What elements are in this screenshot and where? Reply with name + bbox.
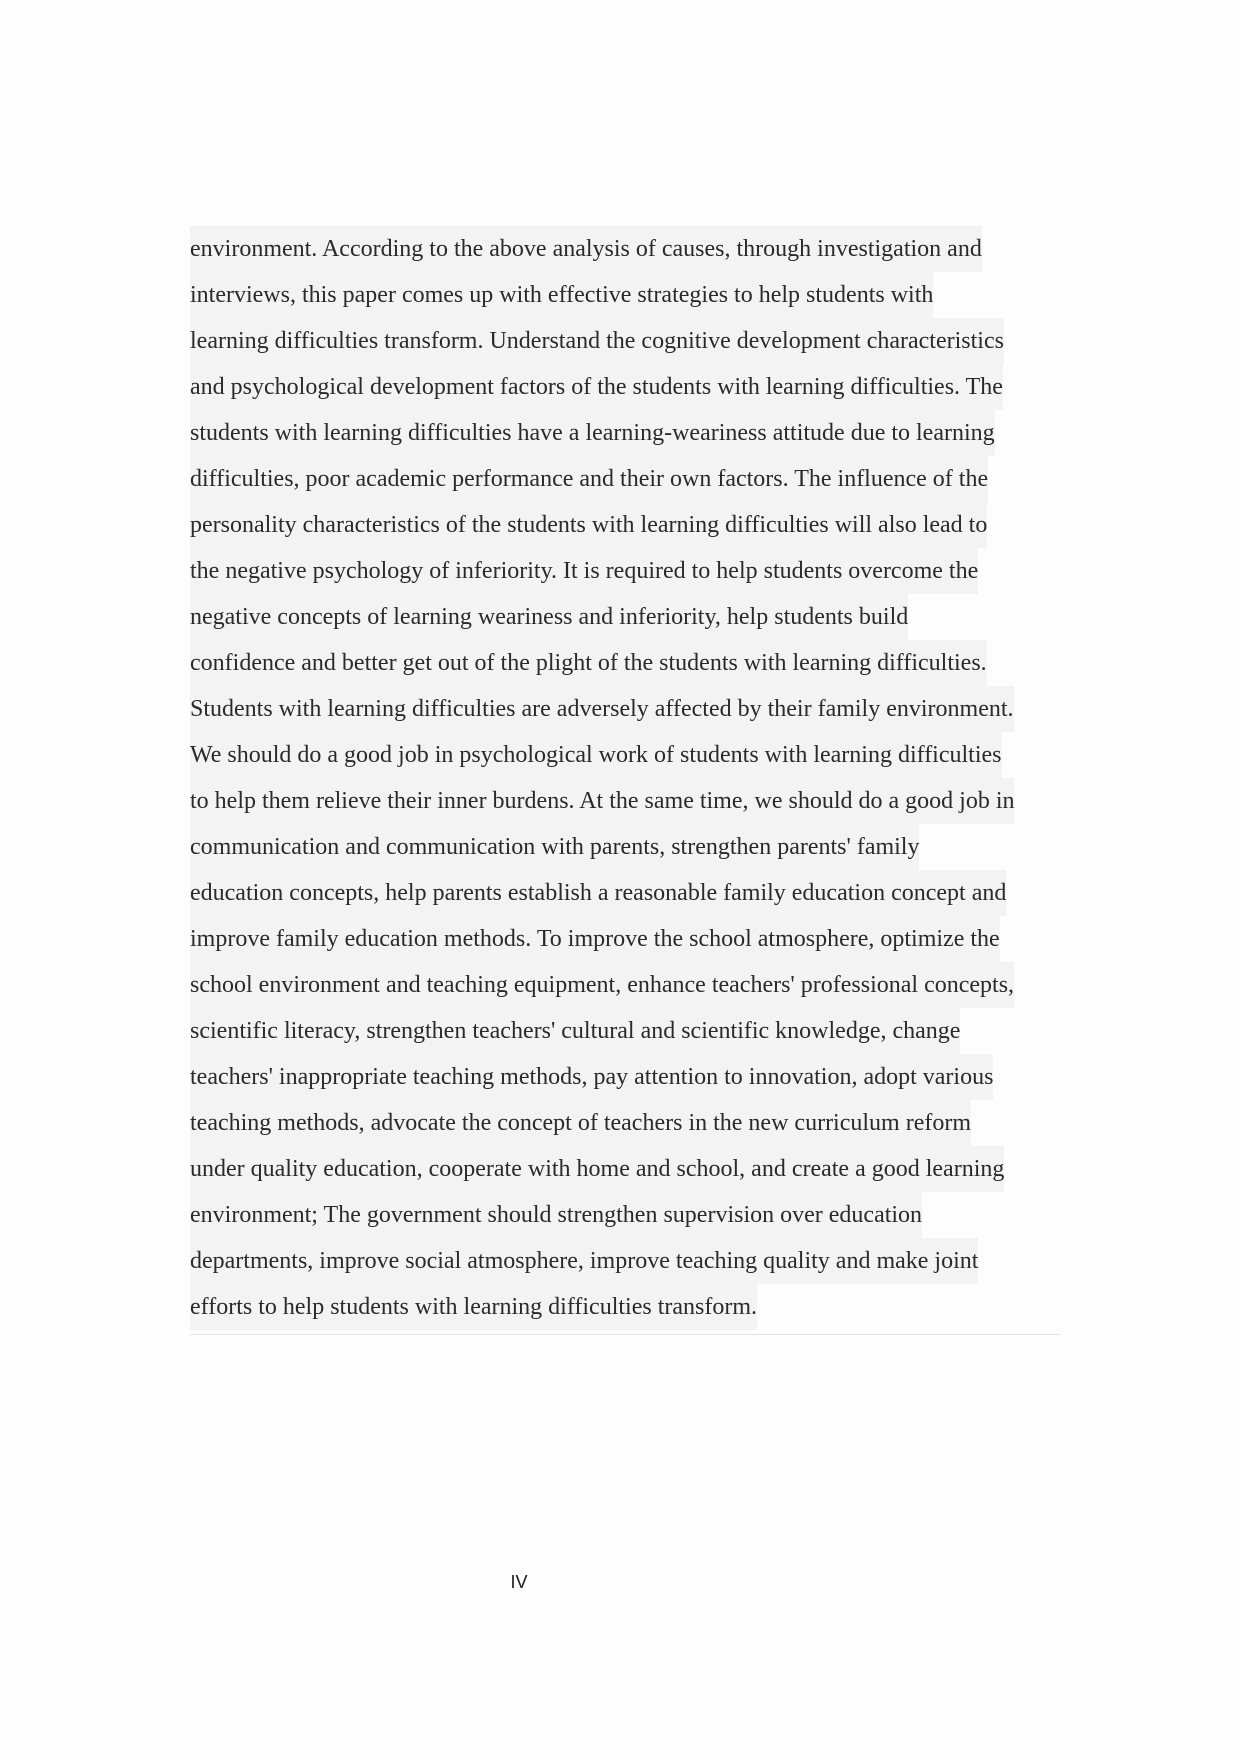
text-line-content: teachers' inappropriate teaching methods, pay attention to innovation, adopt various — [190, 1054, 993, 1100]
text-line — [190, 962, 1014, 1008]
text-line — [190, 1100, 971, 1146]
text-line — [190, 640, 987, 686]
text-line-content: education concepts, help parents establish a reasonable family education concept and — [190, 870, 1006, 916]
text-line-content: scientific literacy, strengthen teachers' cultural and scientific knowledge, change — [190, 1008, 960, 1054]
text-line-content: improve family education methods. To improve the school atmosphere, optimize the — [190, 916, 1000, 962]
text-line — [190, 1192, 922, 1238]
text-line — [190, 778, 1014, 824]
text-line — [190, 272, 933, 318]
text-line — [190, 1008, 960, 1054]
text-line — [190, 1054, 993, 1100]
text-line — [190, 226, 982, 272]
text-line-content: the negative psychology of inferiority. It is required to help students overcome the — [190, 548, 978, 594]
body-paragraph — [190, 226, 1060, 1330]
text-line-content: and psychological development factors of the students with learning difficulties. The — [190, 364, 1003, 410]
text-line-content: environment; The government should strengthen supervision over education — [190, 1192, 922, 1238]
text-line — [190, 1238, 978, 1284]
text-line-content: learning difficulties transform. Understand the cognitive development characteristics — [190, 318, 1004, 364]
text-line-content: students with learning difficulties have a learning-weariness attitude due to learning — [190, 410, 995, 456]
text-line-content: communication and communication with parents, strengthen parents' family — [190, 824, 919, 870]
text-line — [190, 732, 1002, 778]
text-line-content: efforts to help students with learning difficulties transform. — [190, 1284, 757, 1330]
text-line — [190, 502, 987, 548]
text-line — [190, 410, 995, 456]
text-line — [190, 548, 978, 594]
text-line — [190, 916, 1000, 962]
text-line-content: environment. According to the above analysis of causes, through investigation and — [190, 226, 982, 272]
paragraph-divider — [190, 1334, 1060, 1335]
text-line-content: school environment and teaching equipment, enhance teachers' professional concepts, — [190, 962, 1014, 1008]
text-line — [190, 456, 988, 502]
text-line-content: difficulties, poor academic performance and their own factors. The influence of the — [190, 456, 988, 502]
text-line — [190, 686, 1014, 732]
text-line-content: teaching methods, advocate the concept of teachers in the new curriculum reform — [190, 1100, 971, 1146]
text-line — [190, 318, 1004, 364]
text-line-content: departments, improve social atmosphere, improve teaching quality and make joint — [190, 1238, 978, 1284]
text-line-content: under quality education, cooperate with home and school, and create a good learning — [190, 1146, 1004, 1192]
text-line-content: negative concepts of learning weariness and inferiority, help students build — [190, 594, 908, 640]
text-line-content: to help them relieve their inner burdens. At the same time, we should do a good job in — [190, 778, 1014, 824]
text-line — [190, 594, 908, 640]
text-line-content: We should do a good job in psychological work of students with learning difficulties — [190, 732, 1002, 778]
text-line — [190, 1284, 757, 1330]
text-line-content: confidence and better get out of the plight of the students with learning difficulties. — [190, 640, 987, 686]
text-line — [190, 1146, 1004, 1192]
text-line — [190, 364, 1003, 410]
text-line — [190, 870, 1006, 916]
text-line-content: personality characteristics of the students with learning difficulties will also lead to — [190, 502, 987, 548]
page-number: IV — [510, 1572, 528, 1592]
text-line-content: Students with learning difficulties are adversely affected by their family environment. — [190, 686, 1014, 732]
text-line — [190, 824, 919, 870]
text-line-content: interviews, this paper comes up with effective strategies to help students with — [190, 272, 933, 318]
